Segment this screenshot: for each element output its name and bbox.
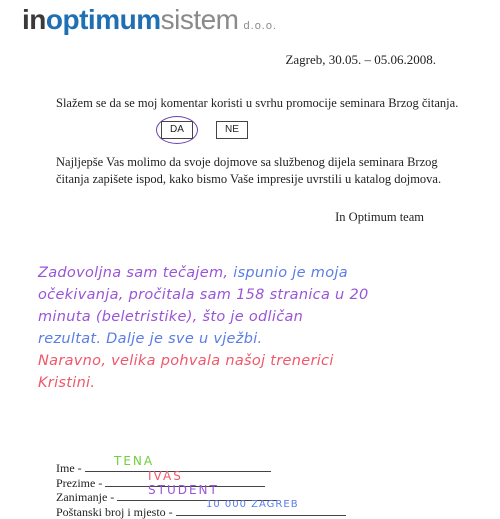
- consent-no-box[interactable]: NE: [216, 121, 248, 139]
- comment-line: [38, 262, 478, 284]
- team-signature: In Optimum team: [335, 210, 424, 225]
- comment-line: minuta (beletristike), što je odličan: [38, 306, 478, 328]
- comment-line: Naravno, velika pohvala našoj trenerici: [38, 350, 478, 372]
- occupation-label: Zanimanje -: [56, 490, 114, 505]
- comment-fragment: Zadovoljna sam tečajem,: [38, 265, 228, 281]
- logo-suffix: d.o.o.: [244, 20, 278, 32]
- occupation-row: [56, 489, 346, 504]
- name-label: Ime -: [56, 461, 82, 476]
- logo-part-sistem: sistem: [161, 4, 239, 35]
- comment-line: očekivanja, pročitala sam 158 stranica u 20: [38, 284, 478, 306]
- surname-value: IVAS: [148, 469, 183, 484]
- comment-line: Kristini.: [38, 372, 478, 394]
- instruction-text: Najljepše Vas molimo da svoje dojmove sa službenog dijela seminara Brzog čitanja zapišete ispod, kako bismo Vaše impresije uvrstili u katalog dojmova.: [56, 154, 456, 188]
- name-value: TENA: [114, 454, 154, 469]
- handwritten-comment: [38, 262, 478, 394]
- postal-value: 10 000 ZAGREB: [206, 498, 299, 513]
- logo-part-optimum: optimum: [46, 4, 161, 35]
- occupation-value: STUDENT: [148, 483, 219, 498]
- postal-row: [56, 504, 346, 519]
- company-logo: [22, 4, 277, 36]
- comment-fragment: ispunio je moja: [233, 265, 348, 281]
- surname-label: Prezime -: [56, 476, 102, 491]
- comment-line: rezultat. Dalje je sve u vježbi.: [38, 328, 478, 350]
- date-line: Zagreb, 30.05. – 05.06.2008.: [285, 52, 436, 68]
- consent-text: Slažem se da se moj komentar koristi u svrhu promocije seminara Brzog čitanja.: [56, 96, 458, 111]
- postal-label: Poštanski broj i mjesto -: [56, 505, 173, 519]
- name-row: [56, 460, 346, 475]
- consent-yes-box[interactable]: DA: [161, 121, 193, 139]
- logo-part-in: in: [22, 4, 46, 35]
- personal-info-form: [56, 460, 346, 518]
